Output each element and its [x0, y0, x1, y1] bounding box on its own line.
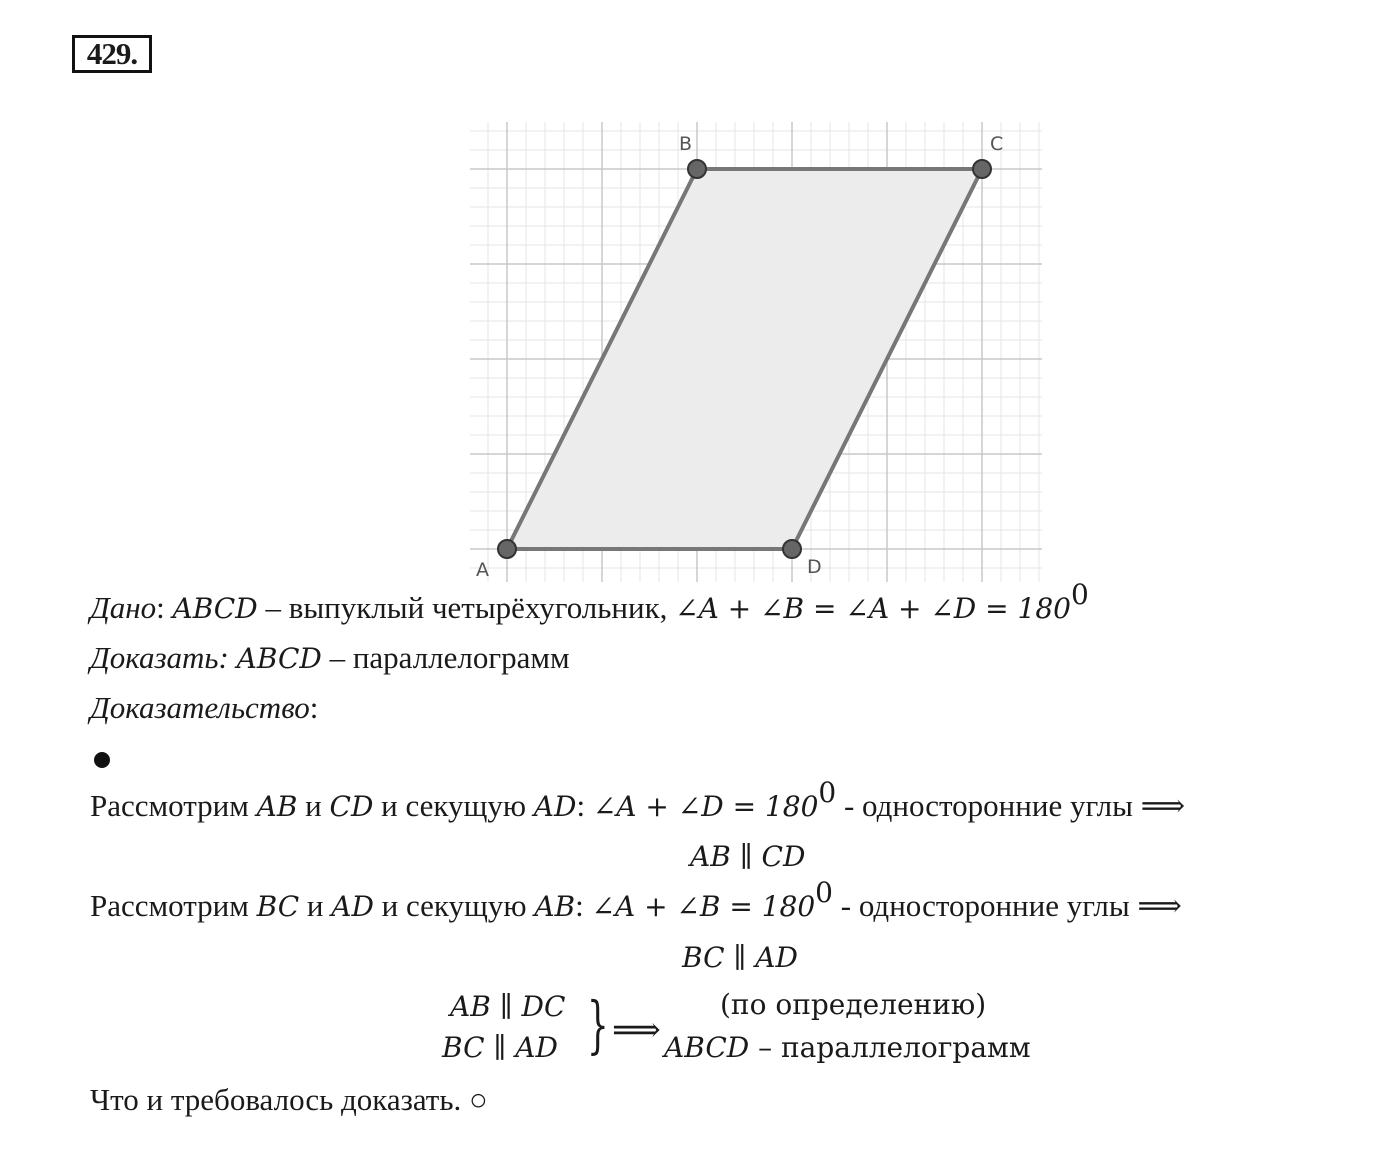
step1-cd: CD — [329, 790, 374, 823]
label-a: A — [476, 559, 489, 581]
problem-number: 429. — [72, 35, 152, 73]
bullet — [94, 752, 110, 768]
step1-ab: AB — [256, 790, 298, 823]
point-d — [783, 540, 801, 558]
step2-ab: AB — [534, 890, 576, 923]
given-label: Дано — [90, 590, 157, 625]
conclusion-note: (по определению) — [720, 988, 987, 1021]
step2-ad: AD — [331, 890, 374, 923]
label-c: C — [990, 133, 1004, 155]
conclusion-text: – параллелограмм — [749, 1031, 1031, 1064]
step1-t3: и секущую — [373, 788, 534, 823]
prove-text: – параллелограмм — [321, 640, 570, 675]
step1-t4: - односторонние углы ⟹ — [836, 788, 1186, 823]
step2-bc: BC — [256, 890, 300, 923]
proof-label-line — [90, 690, 318, 726]
step2-t2: и — [299, 888, 332, 923]
point-c — [973, 160, 991, 178]
prove-label: Доказать: — [90, 640, 229, 675]
step2-result: BC ∥ AD — [682, 941, 798, 974]
conclusion-brace: } — [587, 988, 609, 1061]
step1-formula: ∠A + ∠D = 180 — [592, 790, 819, 823]
conclusion-arrow: ⟹ — [612, 1010, 661, 1050]
step2-t3: и секущую — [373, 888, 535, 923]
step1-t1: Рассмотрим — [90, 788, 257, 823]
conclusion-line1: AB ∥ DC — [450, 990, 566, 1023]
point-a — [498, 540, 516, 558]
step2-line — [90, 876, 1182, 924]
step1-ad: AD — [533, 790, 577, 823]
label-b: B — [679, 133, 693, 155]
point-b — [688, 160, 706, 178]
step1-result: AB ∥ CD — [690, 840, 806, 873]
label-d: D — [807, 556, 822, 578]
conclusion-line2: BC ∥ AD — [442, 1031, 558, 1064]
conclusion-result — [664, 1031, 1031, 1065]
given-abcd: ABCD — [172, 592, 258, 625]
given-formula: ∠A + ∠B = ∠A + ∠D = 180 — [675, 592, 1071, 625]
given-degree: 0 — [1070, 578, 1089, 611]
given-line — [90, 578, 1089, 626]
qed-line: Что и требовалось доказать. ○ — [90, 1082, 488, 1117]
step1-colon: : — [576, 788, 593, 823]
step1-line — [90, 776, 1186, 824]
proof-colon: : — [309, 690, 319, 725]
given-text: – выпуклый четырёхугольник, — [257, 590, 676, 625]
prove-abcd: ABCD — [236, 642, 322, 675]
step2-colon: : — [575, 888, 592, 923]
step1-t2: и — [297, 788, 330, 823]
step2-t1: Рассмотрим — [90, 888, 257, 923]
prove-line — [90, 640, 570, 676]
proof-label: Доказательство — [90, 690, 310, 725]
step1-degree: 0 — [818, 776, 837, 809]
given-colon: : — [156, 590, 165, 625]
conclusion-abcd: ABCD — [664, 1031, 750, 1064]
step2-t4: - односторонние углы ⟹ — [833, 888, 1182, 923]
step2-degree: 0 — [815, 876, 833, 909]
step2-formula: ∠A + ∠B = 180 — [591, 890, 816, 923]
